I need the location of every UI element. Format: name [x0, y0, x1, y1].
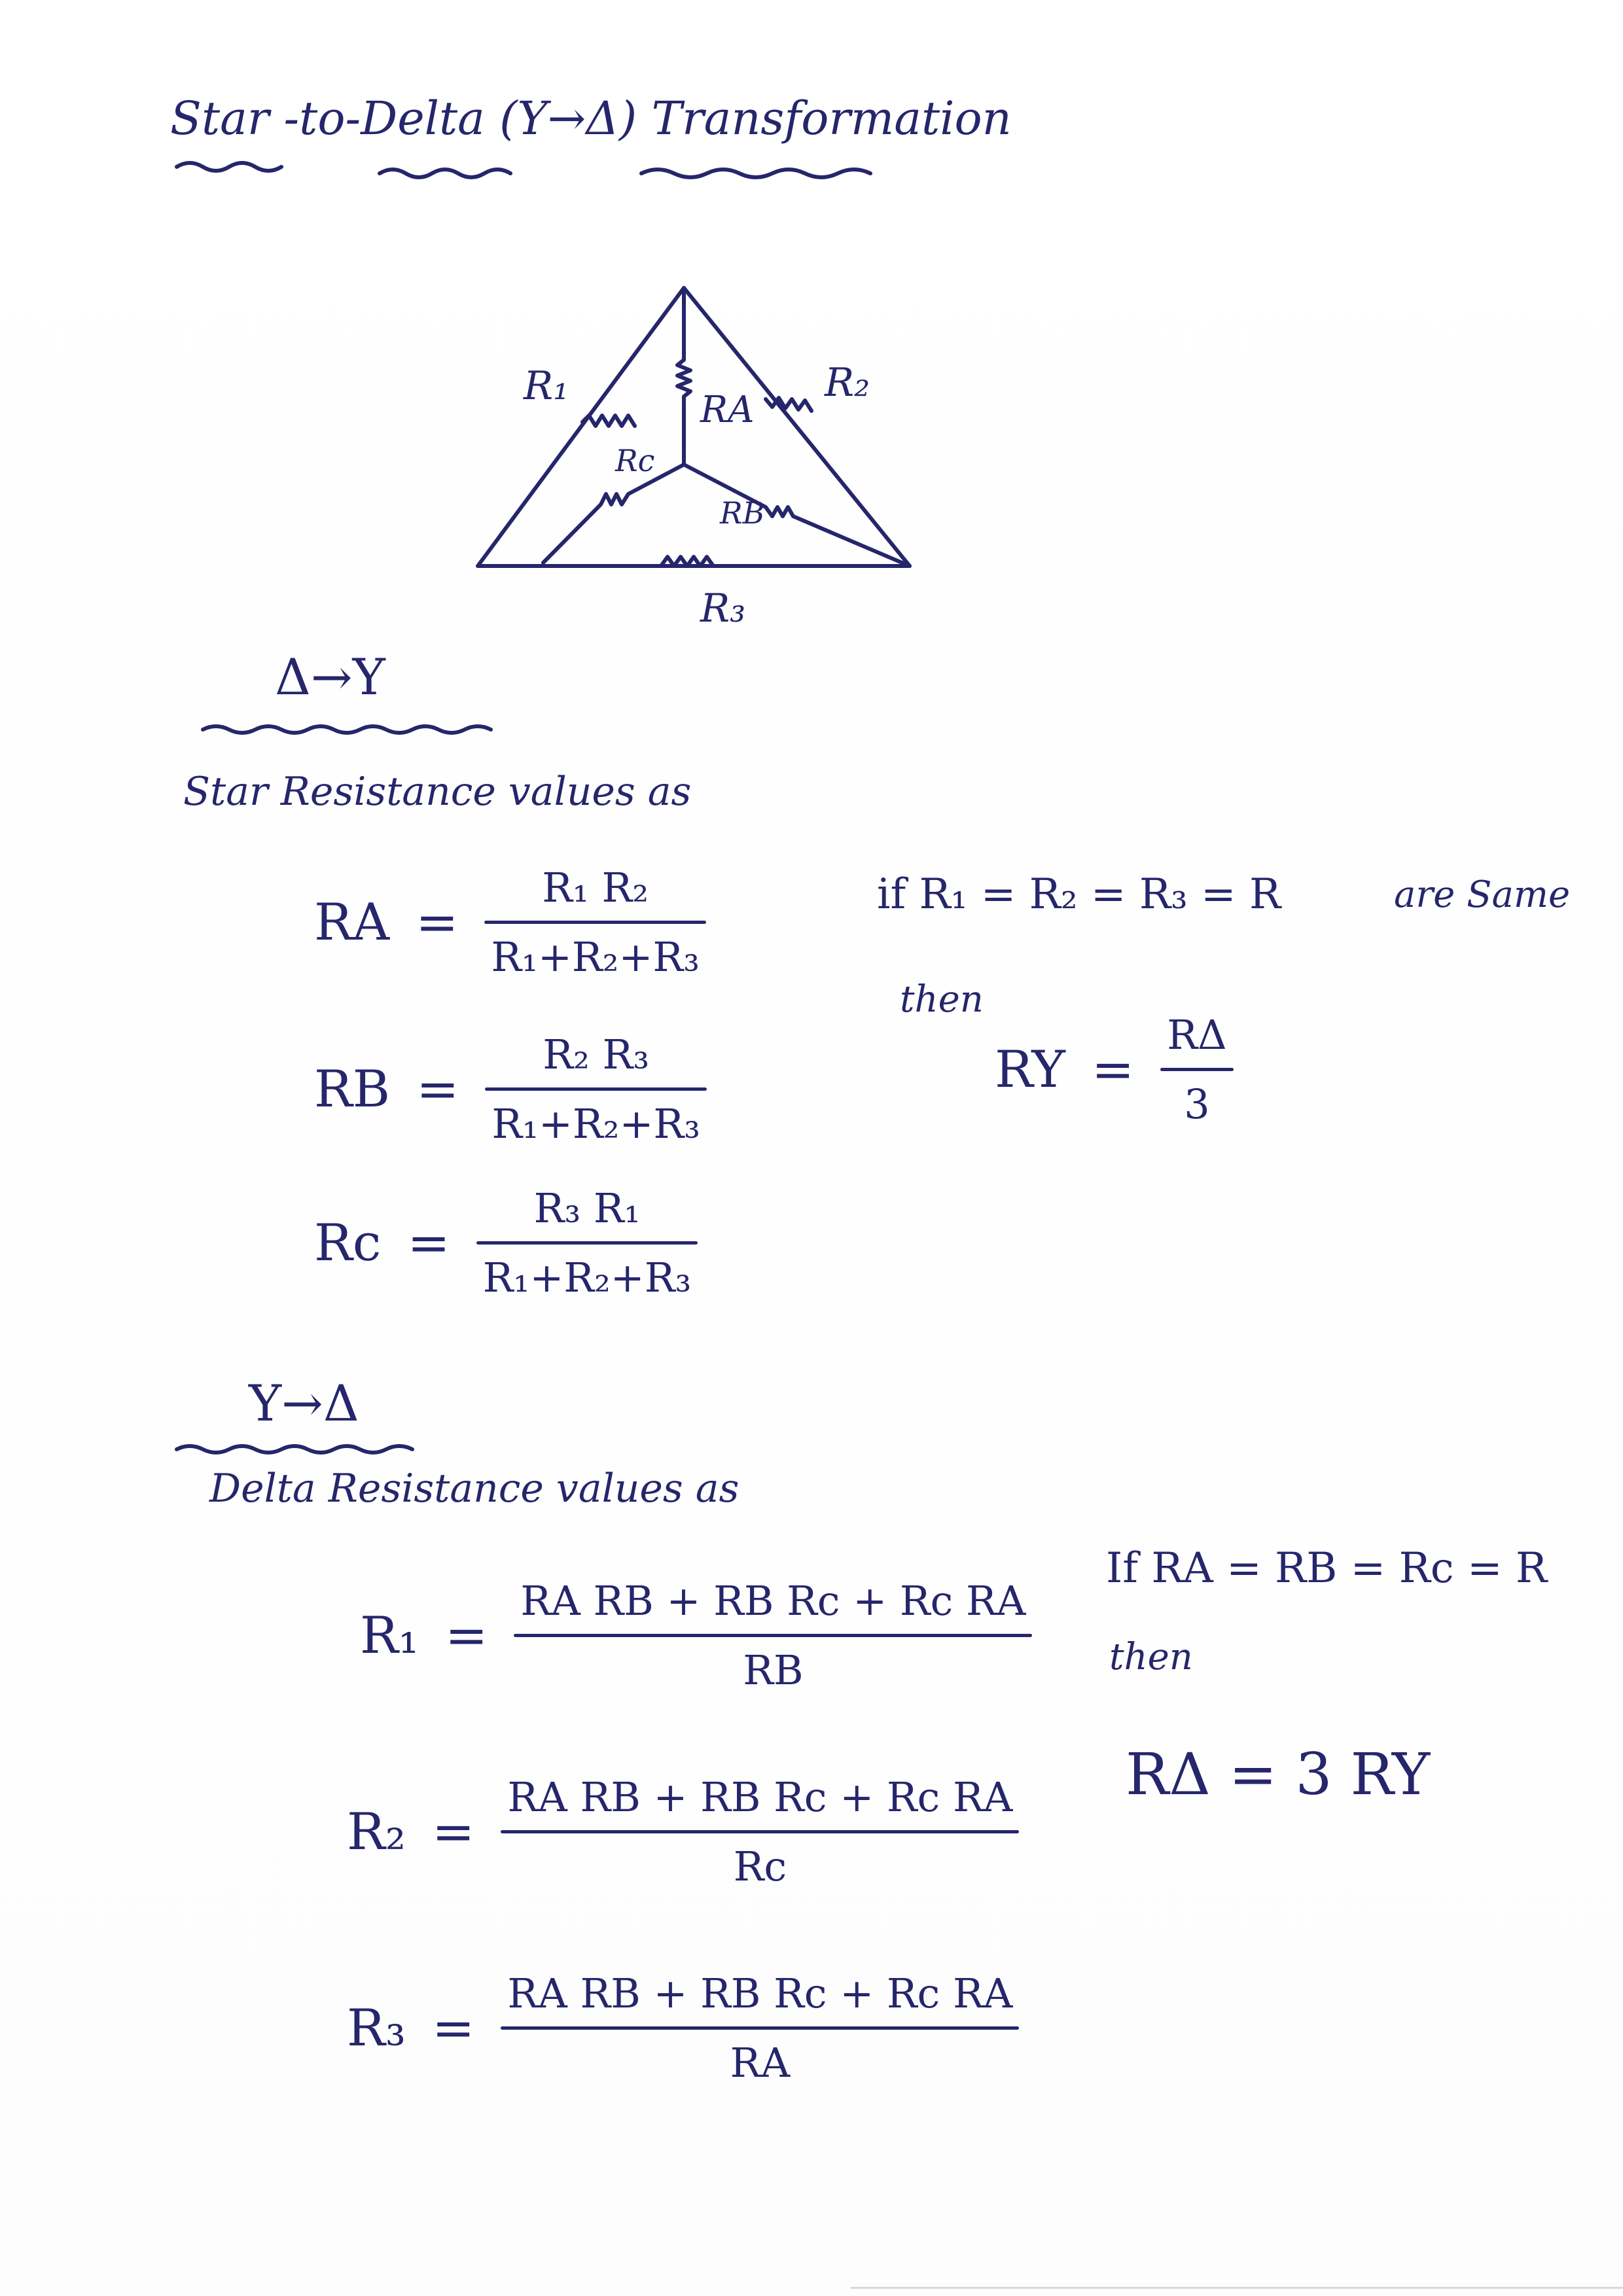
section2-subtitle: Delta Resistance values as: [209, 1466, 740, 1511]
section2-heading: Y→Δ: [249, 1374, 359, 1432]
section1-subtitle: Star Resistance values as: [183, 769, 692, 815]
formula-rc: [314, 1184, 698, 1301]
section2-note-then: then: [1109, 1636, 1193, 1678]
page-title: Star -to-Delta (Y→Δ) Transformation: [170, 92, 1012, 145]
formula-lhs: RA: [314, 892, 390, 952]
section1-note-then: then: [900, 978, 984, 1021]
formula-denominator: RB: [743, 1646, 804, 1694]
formula-numerator: RA RB + RB Rc + Rc RA: [520, 1577, 1026, 1625]
equals-sign: =: [432, 1802, 475, 1862]
equals-sign: =: [445, 1606, 488, 1665]
formula-lhs: R₁: [360, 1606, 419, 1665]
equals-sign: =: [407, 1213, 450, 1273]
ra-branch: [677, 288, 690, 465]
star-delta-diagram: [458, 275, 955, 654]
r1-resistor: [582, 415, 635, 426]
rc-branch: [543, 465, 684, 563]
formula-lhs: R₂: [347, 1802, 406, 1862]
formula-lhs: RB: [314, 1059, 391, 1119]
section2-underline: [170, 1439, 432, 1459]
equals-sign: =: [1091, 1040, 1135, 1099]
label-r1: R₁: [524, 363, 569, 409]
label-rb: RB: [720, 495, 765, 531]
section1-result: [995, 1011, 1234, 1128]
formula-denominator: R₁+R₂+R₃: [491, 933, 700, 981]
equals-sign: =: [432, 1998, 475, 2058]
formula-r1: [360, 1577, 1032, 1694]
formula-denominator: R₁+R₂+R₃: [482, 1254, 692, 1301]
formula-numerator: RA RB + RB Rc + Rc RA: [507, 1969, 1013, 2017]
formula-numerator: R₁ R₂: [542, 864, 649, 911]
formula-denominator: RA: [730, 2039, 791, 2087]
section1-note-condition: if R₁ = R₂ = R₃ = R: [877, 870, 1281, 919]
formula-numerator: R₃ R₁: [533, 1184, 641, 1232]
formula-numerator: R₂ R₃: [543, 1031, 650, 1078]
label-r2: R₂: [825, 360, 870, 406]
rb-branch: [684, 465, 910, 566]
section2-note-condition: If RA = RB = Rc = R: [1106, 1544, 1548, 1593]
equals-sign: =: [416, 1059, 459, 1119]
formula-lhs: Rc: [314, 1213, 382, 1273]
formula-denominator: Rc: [733, 1843, 787, 1890]
section1-underline: [196, 720, 510, 739]
formula-lhs: R₃: [347, 1998, 406, 2058]
formula-r2: [347, 1773, 1019, 1890]
formula-r3: [347, 1969, 1019, 2087]
formula-numerator: RA RB + RB Rc + Rc RA: [507, 1773, 1013, 1821]
label-rc: Rc: [615, 443, 655, 478]
formula-rb: [314, 1031, 707, 1148]
formula-ra: [314, 864, 706, 981]
equals-sign: =: [416, 892, 459, 952]
formula-denominator: R₁+R₂+R₃: [491, 1100, 700, 1148]
section2-result: RΔ = 3 RY: [1126, 1740, 1431, 1808]
result-numerator: RΔ: [1167, 1011, 1227, 1059]
label-ra: RA: [700, 389, 755, 431]
page-edge-line: [851, 2287, 1623, 2289]
delta-triangle: [478, 288, 910, 566]
result-lhs: RY: [995, 1040, 1065, 1099]
section1-note-suffix: are Same: [1394, 874, 1571, 916]
title-underline: [170, 154, 955, 186]
label-r3: R₃: [700, 586, 746, 631]
result-denominator: 3: [1184, 1080, 1210, 1128]
section1-heading: Δ→Y: [275, 648, 385, 706]
